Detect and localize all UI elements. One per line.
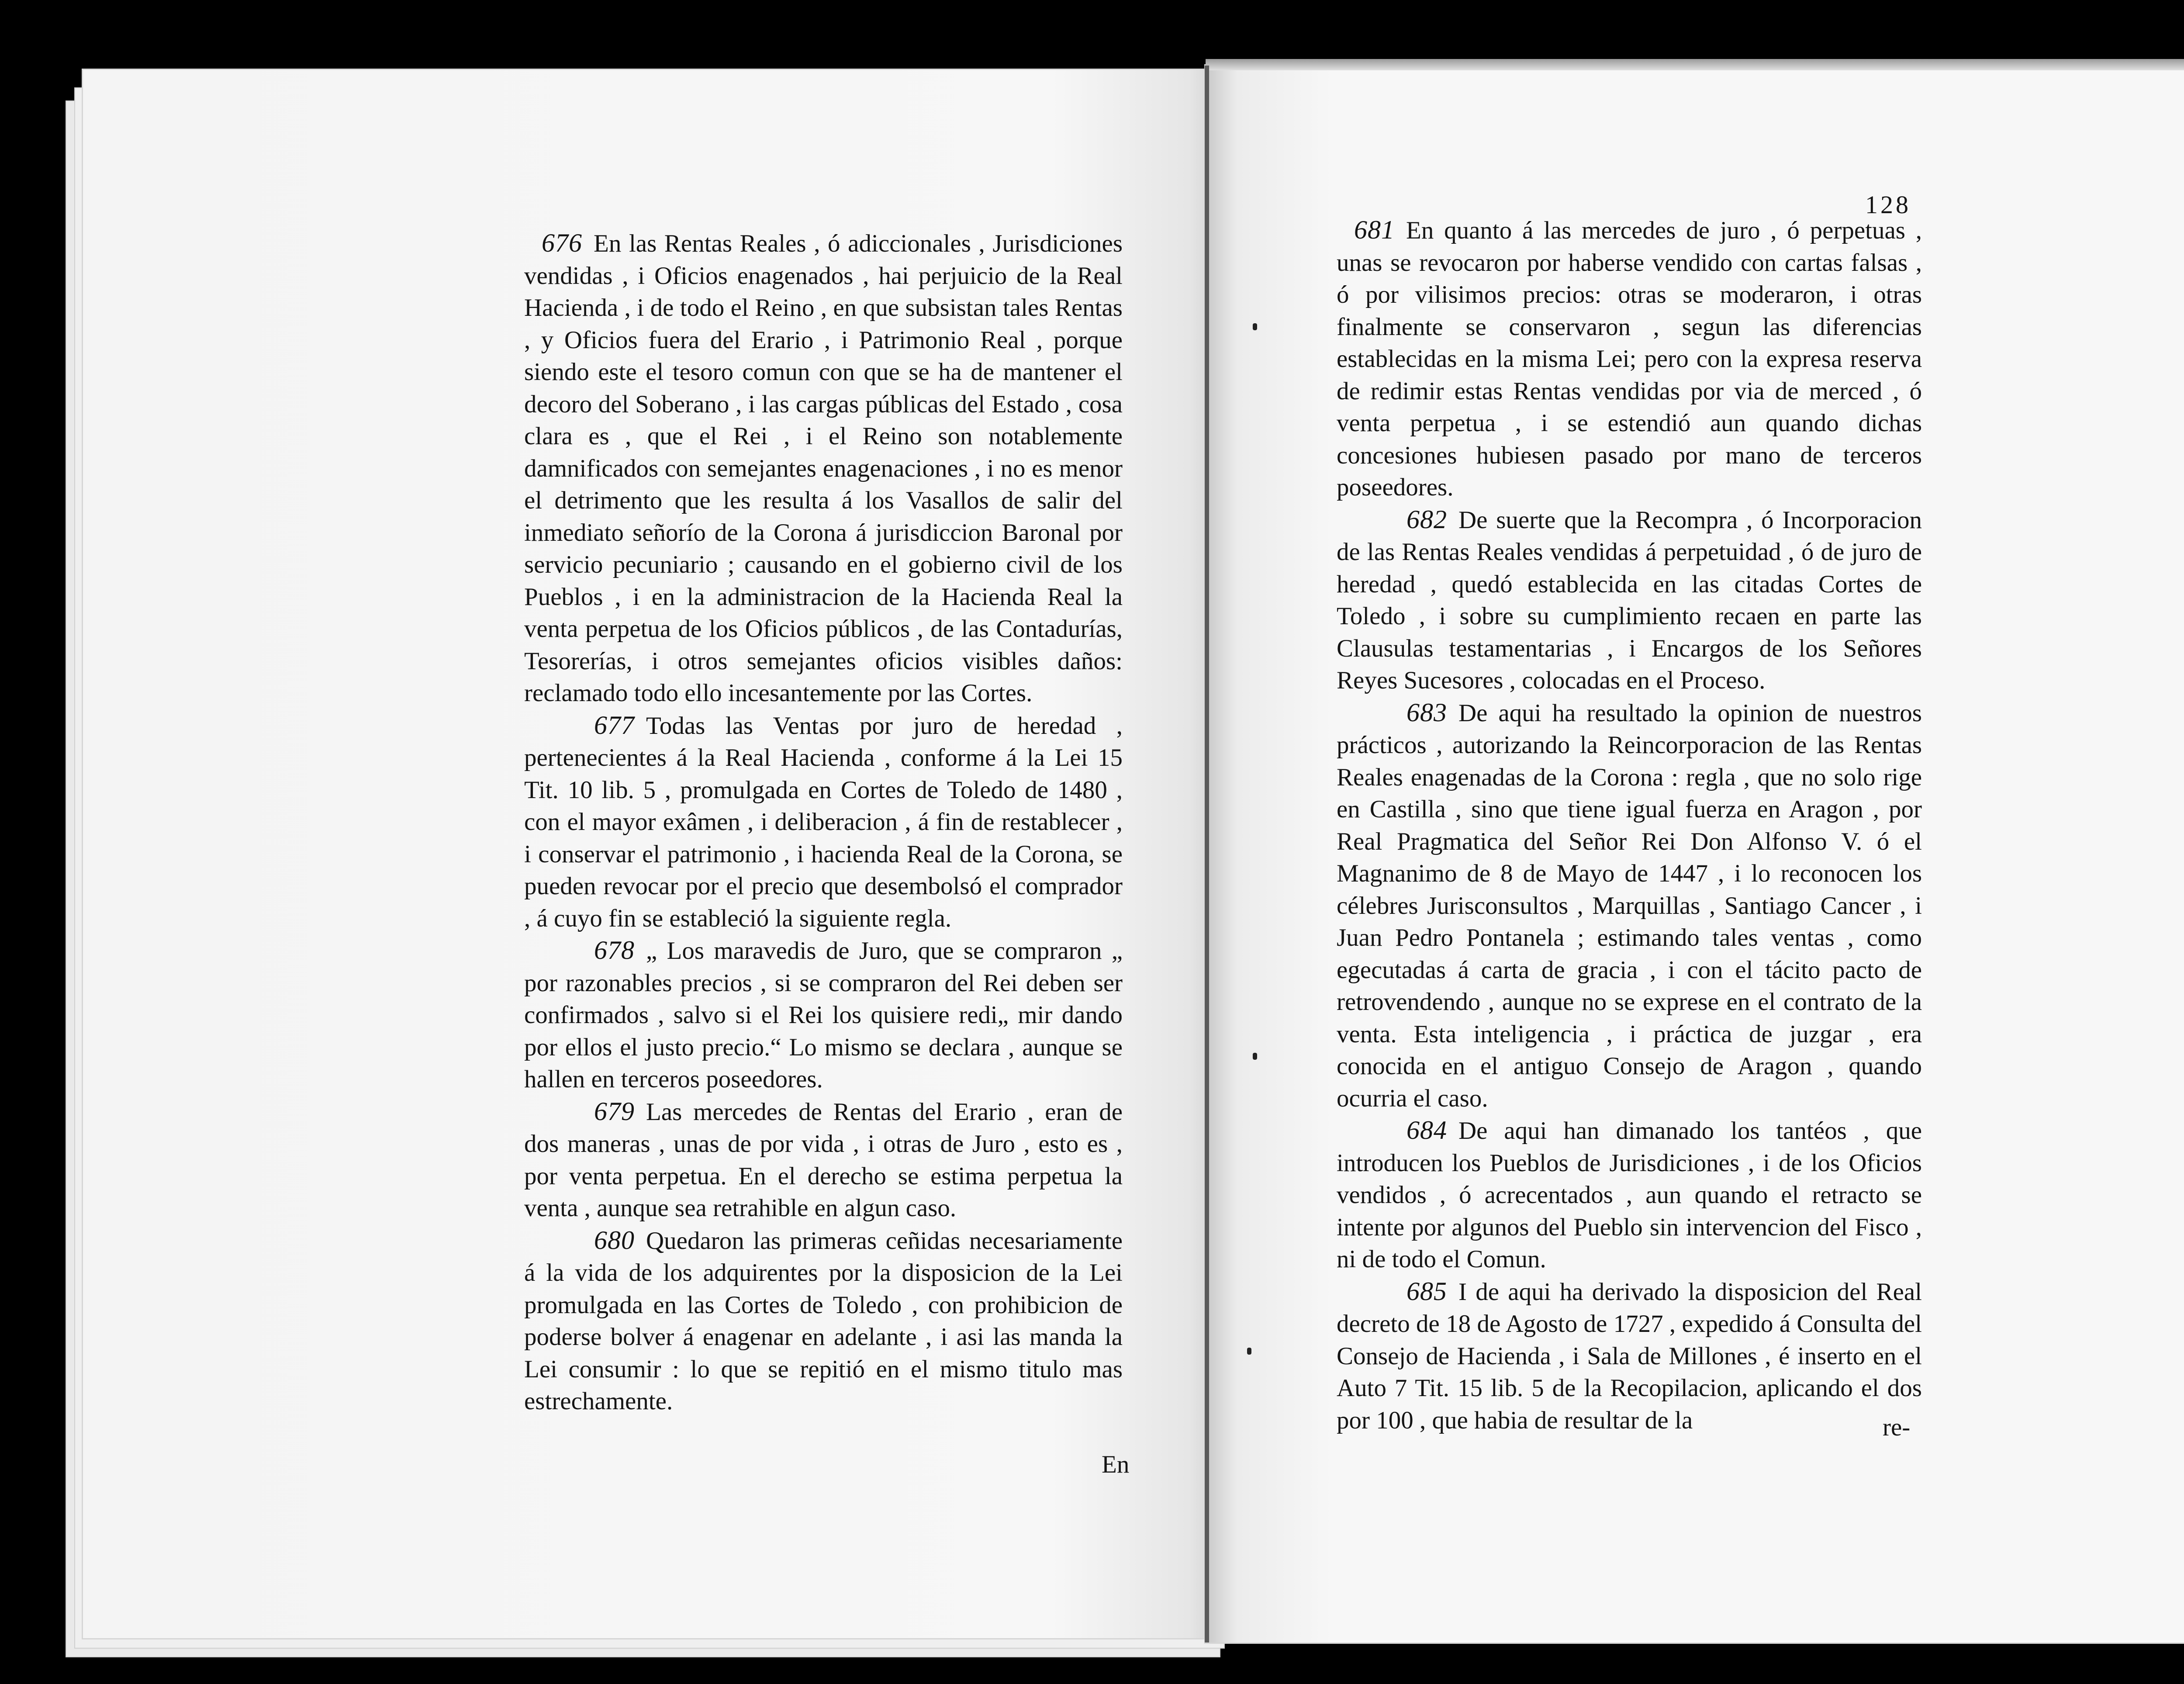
paragraph-678 <box>524 934 1123 1096</box>
paragraph-677 <box>524 709 1123 935</box>
page-number: 128 <box>1865 190 1911 219</box>
paragraph-text: Quedaron las primeras ceñidas necesariamente á la vida de los adquirentes por la disposicion de la Lei promulgada en las Cortes de Toledo , con prohibicion de poderse bolver á enagenar en adelante , i asi las manda la Lei consumir : lo que se repitió en el mismo titulo mas estrechamente. <box>524 1227 1123 1415</box>
paragraph-number: 681 <box>1354 215 1395 244</box>
paragraph-text: „ Los maravedis de Juro, que se compraron „ por razonables precios , si se compraron del Rei deben ser confirmados , salvo si el Rei los quisiere redi„ mir dando por ellos el justo precio.“ Lo mismo se declara , aunque se hallen en terceros poseedores. <box>524 937 1123 1093</box>
paragraph-679 <box>524 1096 1123 1224</box>
paragraph-683 <box>1337 697 1922 1115</box>
paragraph-number: 684 <box>1406 1116 1447 1145</box>
paragraph-text: De suerte que la Recompra , ó Incorporacion de las Rentas Reales vendidas á perpetuidad , ó de juro de heredad , quedó establecida en las citadas Cortes de Toledo , i sobre su cumplimiento recaen en parte las Clausulas testamentarias , i Encargos de los Señores Reyes Sucesores , colocadas en el Proceso. <box>1337 506 1922 694</box>
paragraph-684 <box>1337 1114 1922 1276</box>
margin-speck <box>1253 323 1257 330</box>
paragraph-number: 679 <box>594 1096 635 1126</box>
paragraph-number: 685 <box>1406 1276 1447 1306</box>
paragraph-number: 680 <box>594 1225 635 1255</box>
paragraph-text: Todas las Ventas por juro de heredad , pertenecientes á la Real Hacienda , conforme á la Lei 15 Tit. 10 lib. 5 , promulgada en Cortes de Toledo de 1480 , con el mayor exâmen , i deliberacion , á fin de restablecer , i conservar el patrimonio , i hacienda Real de la Corona, se pueden revocar por el precio que desembolsó el comprador , á cuyo fin se estableció la siguiente regla. <box>524 712 1123 932</box>
paragraph-text: De aqui han dimanado los tantéos , que introducen los Pueblos de Jurisdiciones , i de los Oficios vendidos , ó acrecentados , aun quando el retracto se intente por algunos del Pueblo sin intervencion del Fisco , ni de todo el Comun. <box>1337 1117 1922 1273</box>
paragraph-number: 682 <box>1406 505 1447 534</box>
right-page-text <box>1337 214 1922 1436</box>
book-gutter <box>1205 66 1209 1643</box>
paragraph-680 <box>524 1224 1123 1418</box>
paragraph-681 <box>1337 214 1922 504</box>
paragraph-text: Las mercedes de Rentas del Erario , eran de dos maneras , unas de por vida , i otras de Juro , esto es , por venta perpetua. En el derecho se estima perpetua la venta , aunque sea retrahible en algun caso. <box>524 1098 1123 1222</box>
left-catchword: En <box>1102 1451 1130 1478</box>
paragraph-number: 677 <box>594 710 635 740</box>
right-catchword: re- <box>1883 1414 1911 1441</box>
left-page-text <box>524 227 1123 1418</box>
paragraph-685 <box>1337 1276 1922 1437</box>
paragraph-682 <box>1337 504 1922 697</box>
paragraph-text: En las Rentas Reales , ó adiccionales , Jurisdiciones vendidas , i Oficios enagenados , hai perjuicio de la Real Hacienda , i de todo el Reino , en que subsistan tales Rentas , y Oficios fuera del Erario , i Patrimonio Real , porque siendo este el tesoro comun con que se ha de mantener el decoro del Soberano , i las cargas públicas del Estado , cosa clara es , que el Rei , i el Reino son notablemente damnificados con semejantes enagenaciones , i no es menor el detrimento que les resulta á los Vasallos de salir del inmediato señorío de la Corona á jurisdiccion Baronal por servicio pecuniario ; causando en el gobierno civil de los Pueblos , i en la administracion de la Hacienda Real la venta perpetua de los Oficios públicos , de las Contadurías, Tesorerías, i otros semejantes oficios visibles daños: reclamado todo ello incesantemente por las Cortes. <box>524 230 1123 707</box>
paragraph-number: 683 <box>1406 698 1447 727</box>
paragraph-text: I de aqui ha derivado la disposicion del Real decreto de 18 de Agosto de 1727 , expedido á Consulta del Consejo de Hacienda , i Sala de Millones , é inserto en el Auto 7 Tit. 15 lib. 5 de la Recopilacion, aplicando el dos por 100 , que habia de resultar de la <box>1337 1278 1922 1434</box>
paragraph-676 <box>524 227 1123 709</box>
margin-speck <box>1253 1053 1257 1060</box>
paragraph-number: 676 <box>542 228 582 257</box>
paragraph-text: En quanto á las mercedes de juro , ó perpetuas , unas se revocaron por haberse vendido con cartas falsas , ó por vilisimos precios: otras se moderaron, i otras finalmente se conservaron , segun las diferencias establecidas en la misma Lei; pero con la expresa reserva de redimir estas Rentas vendidas por via de merced , ó venta perpetua , i se estendió aun quando dichas concesiones hubiesen pasado por mano de terceros poseedores. <box>1337 217 1922 501</box>
paragraph-text: De aqui ha resultado la opinion de nuestros prácticos , autorizando la Reincorporacion de las Rentas Reales enagenadas de la Corona : regla , que no solo rige en Castilla , sino que tiene igual fuerza en Aragon , por Real Pragmatica del Señor Rei Don Alfonso V. ó el Magnanimo de 8 de Mayo de 1447 , i lo reconocen los célebres Jurisconsultos , Marquillas , Santiago Cancer , i Juan Pedro Pontanela ; estimando tales ventas , como egecutadas á carta de gracia , i con el tácito pacto de retrovendendo , aunque no se exprese en el contrato de la venta. Esta inteligencia , i práctica de juzgar , era conocida en el antiguo Consejo de Aragon , quando ocurria el caso. <box>1337 699 1922 1112</box>
paragraph-number: 678 <box>594 936 635 965</box>
margin-speck <box>1247 1348 1251 1355</box>
right-page-top-edge <box>1206 59 2184 70</box>
